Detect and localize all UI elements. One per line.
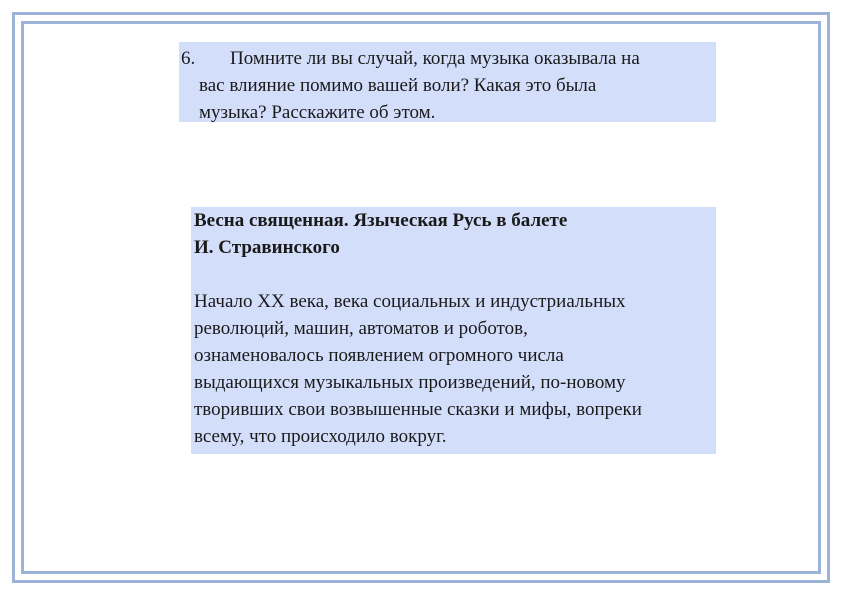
info-body-line: Начало XX века, века социальных и индустриальных — [194, 291, 626, 312]
question-line-2: вас влияние помимо вашей воли? Какая это была — [199, 75, 597, 96]
info-title-line-2: И. Стравинского — [194, 237, 340, 258]
info-body-line: ознаменовалось появлением огромного числа — [194, 345, 564, 366]
info-body-line: творивших свои возвышенные сказки и мифы, вопреки — [194, 399, 642, 420]
info-spacer — [194, 261, 710, 288]
question-number: 6. — [181, 48, 196, 69]
info-title-line-1: Весна священная. Языческая Русь в балете — [194, 210, 568, 231]
info-body-line: всему, что происходило вокруг. — [194, 426, 447, 447]
info-box — [191, 207, 716, 454]
info-body-line: выдающихся музыкальных произведений, по-новому — [194, 372, 626, 393]
question-line-3: музыка? Расскажите об этом. — [199, 102, 436, 123]
question-line-1: Помните ли вы случай, когда музыка оказывала на — [230, 48, 640, 69]
question-first-line — [179, 45, 708, 72]
question-box — [179, 42, 716, 122]
info-body-line: революций, машин, автоматов и роботов, — [194, 318, 528, 339]
